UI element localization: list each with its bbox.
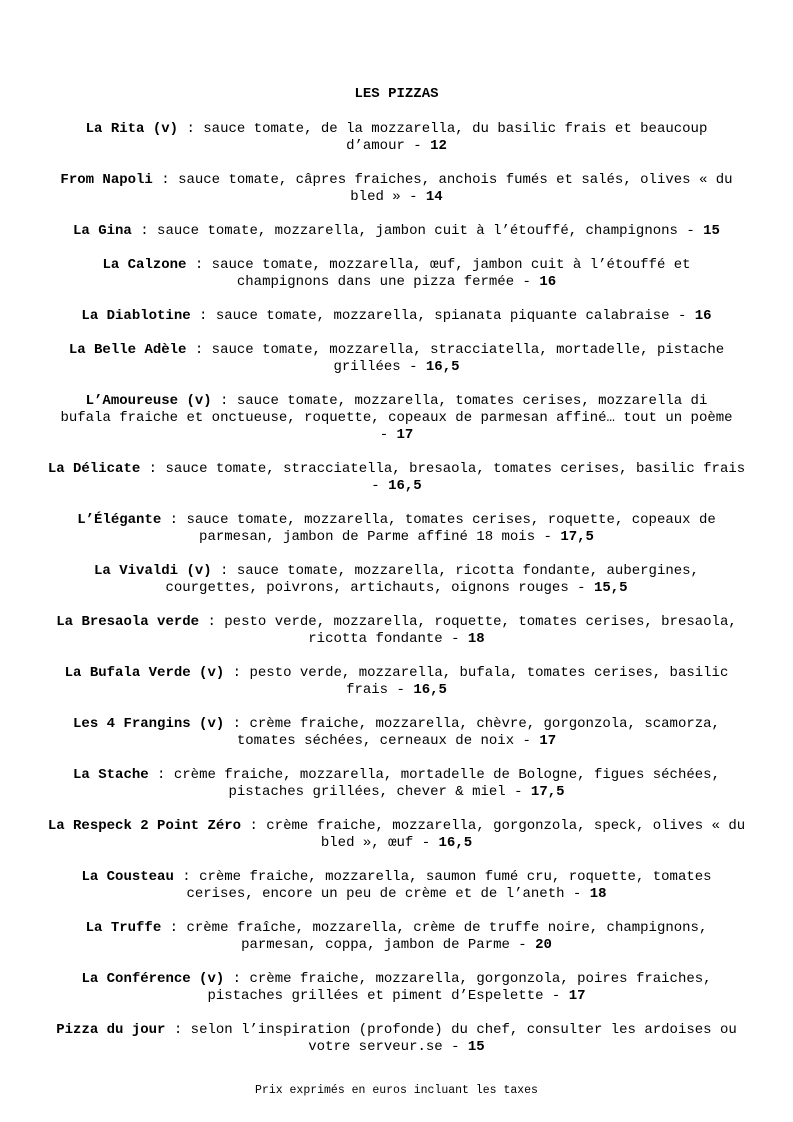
name-separator: : [186, 257, 212, 273]
pizza-price: 17 [539, 733, 557, 749]
price-separator: - [535, 529, 561, 545]
pizza-name: Pizza du jour [56, 1022, 166, 1038]
pizza-description: crème fraiche, mozzarella, gorgonzola, poires fraiches, pistaches grillées et piment d’Espelette [207, 971, 712, 1004]
pizza-name: La Gina [73, 223, 132, 239]
price-separator: - [677, 223, 704, 239]
pizza-name: La Bufala Verde (v) [64, 665, 225, 681]
name-separator: : [211, 393, 237, 409]
name-separator: : [178, 121, 204, 137]
name-separator: : [161, 512, 187, 528]
menu-item [47, 818, 747, 852]
name-separator: : [199, 614, 225, 630]
pizza-description: crème fraiche, mozzarella, mortadelle de Bologne, figues séchées, pistaches grillées, chever & miel [173, 767, 720, 800]
pizza-name: La Calzone [102, 257, 187, 273]
name-separator: : [131, 223, 158, 239]
pizza-description: sauce tomate, mozzarella, spianata piquante calabraise [215, 308, 670, 324]
pizza-name: La Belle Adèle [68, 342, 187, 358]
pizza-description: sauce tomate, mozzarella, stracciatella, mortadelle, pistache grillées [211, 342, 725, 375]
name-separator: : [152, 172, 179, 188]
price-separator: - [509, 937, 536, 953]
menu-item [47, 563, 747, 597]
pizza-price: 18 [589, 886, 607, 902]
pizza-price: 12 [430, 138, 447, 154]
pizza-name: La Truffe [85, 920, 162, 936]
price-separator: - [514, 274, 540, 290]
name-separator: : [224, 971, 250, 987]
pizza-name: La Stache [73, 767, 149, 783]
pizza-description: sauce tomate, câpres fraiches, anchois fumés et salés, olives « du bled » [178, 172, 733, 205]
menu-item [47, 342, 747, 376]
menu-item [47, 308, 747, 325]
price-separator: - [388, 682, 414, 698]
menu-item [47, 869, 747, 903]
name-separator: : [211, 563, 237, 579]
pizza-price: 18 [467, 631, 485, 647]
price-separator: - [371, 478, 389, 494]
pizza-price: 17,5 [560, 529, 594, 545]
menu-item [47, 1022, 747, 1056]
price-separator: - [400, 359, 426, 375]
name-separator: : [140, 461, 166, 477]
price-separator: - [400, 189, 426, 205]
pizza-description: crème fraiche, mozzarella, chèvre, gorgonzola, scamorza, tomates séchées, cerneaux de noix [236, 716, 720, 749]
pizza-description: crème fraiche, mozzarella, saumon fumé cru, roquette, tomates cerises, encore un peu de crème et de l’aneth [186, 869, 712, 902]
pizza-name: La Respeck 2 Point Zéro [47, 818, 242, 834]
pizza-price: 15 [703, 223, 720, 239]
pizza-name: La Conférence (v) [81, 971, 225, 987]
pizza-description: sauce tomate, mozzarella, tomates cerises, roquette, copeaux de parmesan, jambon de Parme affiné 18 mois [186, 512, 716, 545]
menu-item [47, 614, 747, 648]
pizza-description: pesto verde, mozzarella, bufala, tomates cerises, basilic frais [249, 665, 729, 698]
price-separator: - [505, 784, 531, 800]
name-separator: : [224, 716, 250, 732]
name-separator: : [161, 920, 187, 936]
pizza-name: La Diablotine [81, 308, 191, 324]
price-separator: - [404, 138, 431, 154]
pizza-name: La Bresaola verde [56, 614, 200, 630]
name-separator: : [148, 767, 174, 783]
pizza-price: 16,5 [413, 682, 447, 698]
pizza-price: 20 [535, 937, 552, 953]
pizza-price: 15 [467, 1039, 485, 1055]
pizza-description: crème fraiche, mozzarella, gorgonzola, speck, olives « du bled », œuf [266, 818, 746, 851]
menu-item [47, 971, 747, 1005]
menu-item [47, 512, 747, 546]
menu-item [47, 172, 747, 206]
pizza-description: sauce tomate, mozzarella, ricotta fondante, aubergines, courgettes, poivrons, artichauts, oignons rouges [165, 563, 699, 596]
name-separator: : [186, 342, 212, 358]
pizza-price: 17,5 [530, 784, 565, 800]
name-separator: : [173, 869, 200, 885]
pizza-name: L’Amoureuse (v) [85, 393, 212, 409]
pizza-price: 14 [425, 189, 443, 205]
pizza-description: sauce tomate, stracciatella, bresaola, tomates cerises, basilic frais [165, 461, 746, 477]
price-separator: - [543, 988, 569, 1004]
pizza-price: 16 [539, 274, 557, 290]
menu-item [47, 716, 747, 750]
menu-item [58, 393, 736, 444]
pizza-description: sauce tomate, mozzarella, tomates cerises, mozzarella di bufala fraiche et onctueuse, roquette, copeaux de parmesan affiné… tout un poème [60, 393, 733, 426]
name-separator: : [165, 1022, 191, 1038]
pizza-price: 16,5 [388, 478, 422, 494]
pizza-name: From Napoli [60, 172, 153, 188]
pizza-price: 16,5 [438, 835, 473, 851]
pizza-description: crème fraîche, mozzarella, crème de truffe noire, champignons, parmesan, coppa, jambon de Parme [186, 920, 708, 953]
pizza-description: sauce tomate, mozzarella, œuf, jambon cuit à l’étouffé et champignons dans une pizza fermée [211, 257, 691, 290]
price-separator: - [669, 308, 695, 324]
price-separator: - [564, 886, 590, 902]
name-separator: : [224, 665, 250, 681]
menu-item [58, 121, 736, 155]
price-separator: - [514, 733, 540, 749]
price-separator: - [379, 427, 397, 443]
pizza-name: La Vivaldi (v) [94, 563, 212, 579]
pizza-name: Les 4 Frangins (v) [73, 716, 225, 732]
footer-note: Prix exprimés en euros incluant les taxes [255, 1084, 538, 1097]
name-separator: : [241, 818, 267, 834]
price-separator: - [442, 1039, 468, 1055]
pizza-price: 16 [694, 308, 712, 324]
menu-item [47, 461, 747, 495]
page-title: LES PIZZAS [354, 86, 439, 102]
price-separator: - [413, 835, 439, 851]
pizza-description: pesto verde, mozzarella, roquette, tomates cerises, bresaola, ricotta fondante [224, 614, 737, 647]
menu-item [47, 920, 747, 954]
pizza-name: La Rita (v) [85, 121, 179, 137]
pizza-description: sauce tomate, mozzarella, jambon cuit à l’étouffé, champignons [157, 223, 678, 239]
menu-item [58, 257, 736, 291]
menu-item [47, 223, 747, 240]
menu-item [47, 767, 747, 801]
menu-item [47, 665, 747, 699]
name-separator: : [190, 308, 216, 324]
pizza-price: 17 [396, 427, 414, 443]
pizza-description: selon l’inspiration (profonde) du chef, consulter les ardoises ou votre serveur.se [190, 1022, 737, 1055]
pizza-price: 17 [568, 988, 586, 1004]
price-separator: - [568, 580, 594, 596]
pizza-description: sauce tomate, de la mozzarella, du basilic frais et beaucoup d’amour [203, 121, 708, 154]
price-separator: - [442, 631, 468, 647]
pizza-name: La Délicate [47, 461, 141, 477]
pizza-price: 15,5 [593, 580, 628, 596]
pizza-name: La Cousteau [81, 869, 174, 885]
menu-list [0, 121, 793, 1056]
pizza-name: L’Élégante [77, 512, 162, 528]
pizza-price: 16,5 [425, 359, 460, 375]
